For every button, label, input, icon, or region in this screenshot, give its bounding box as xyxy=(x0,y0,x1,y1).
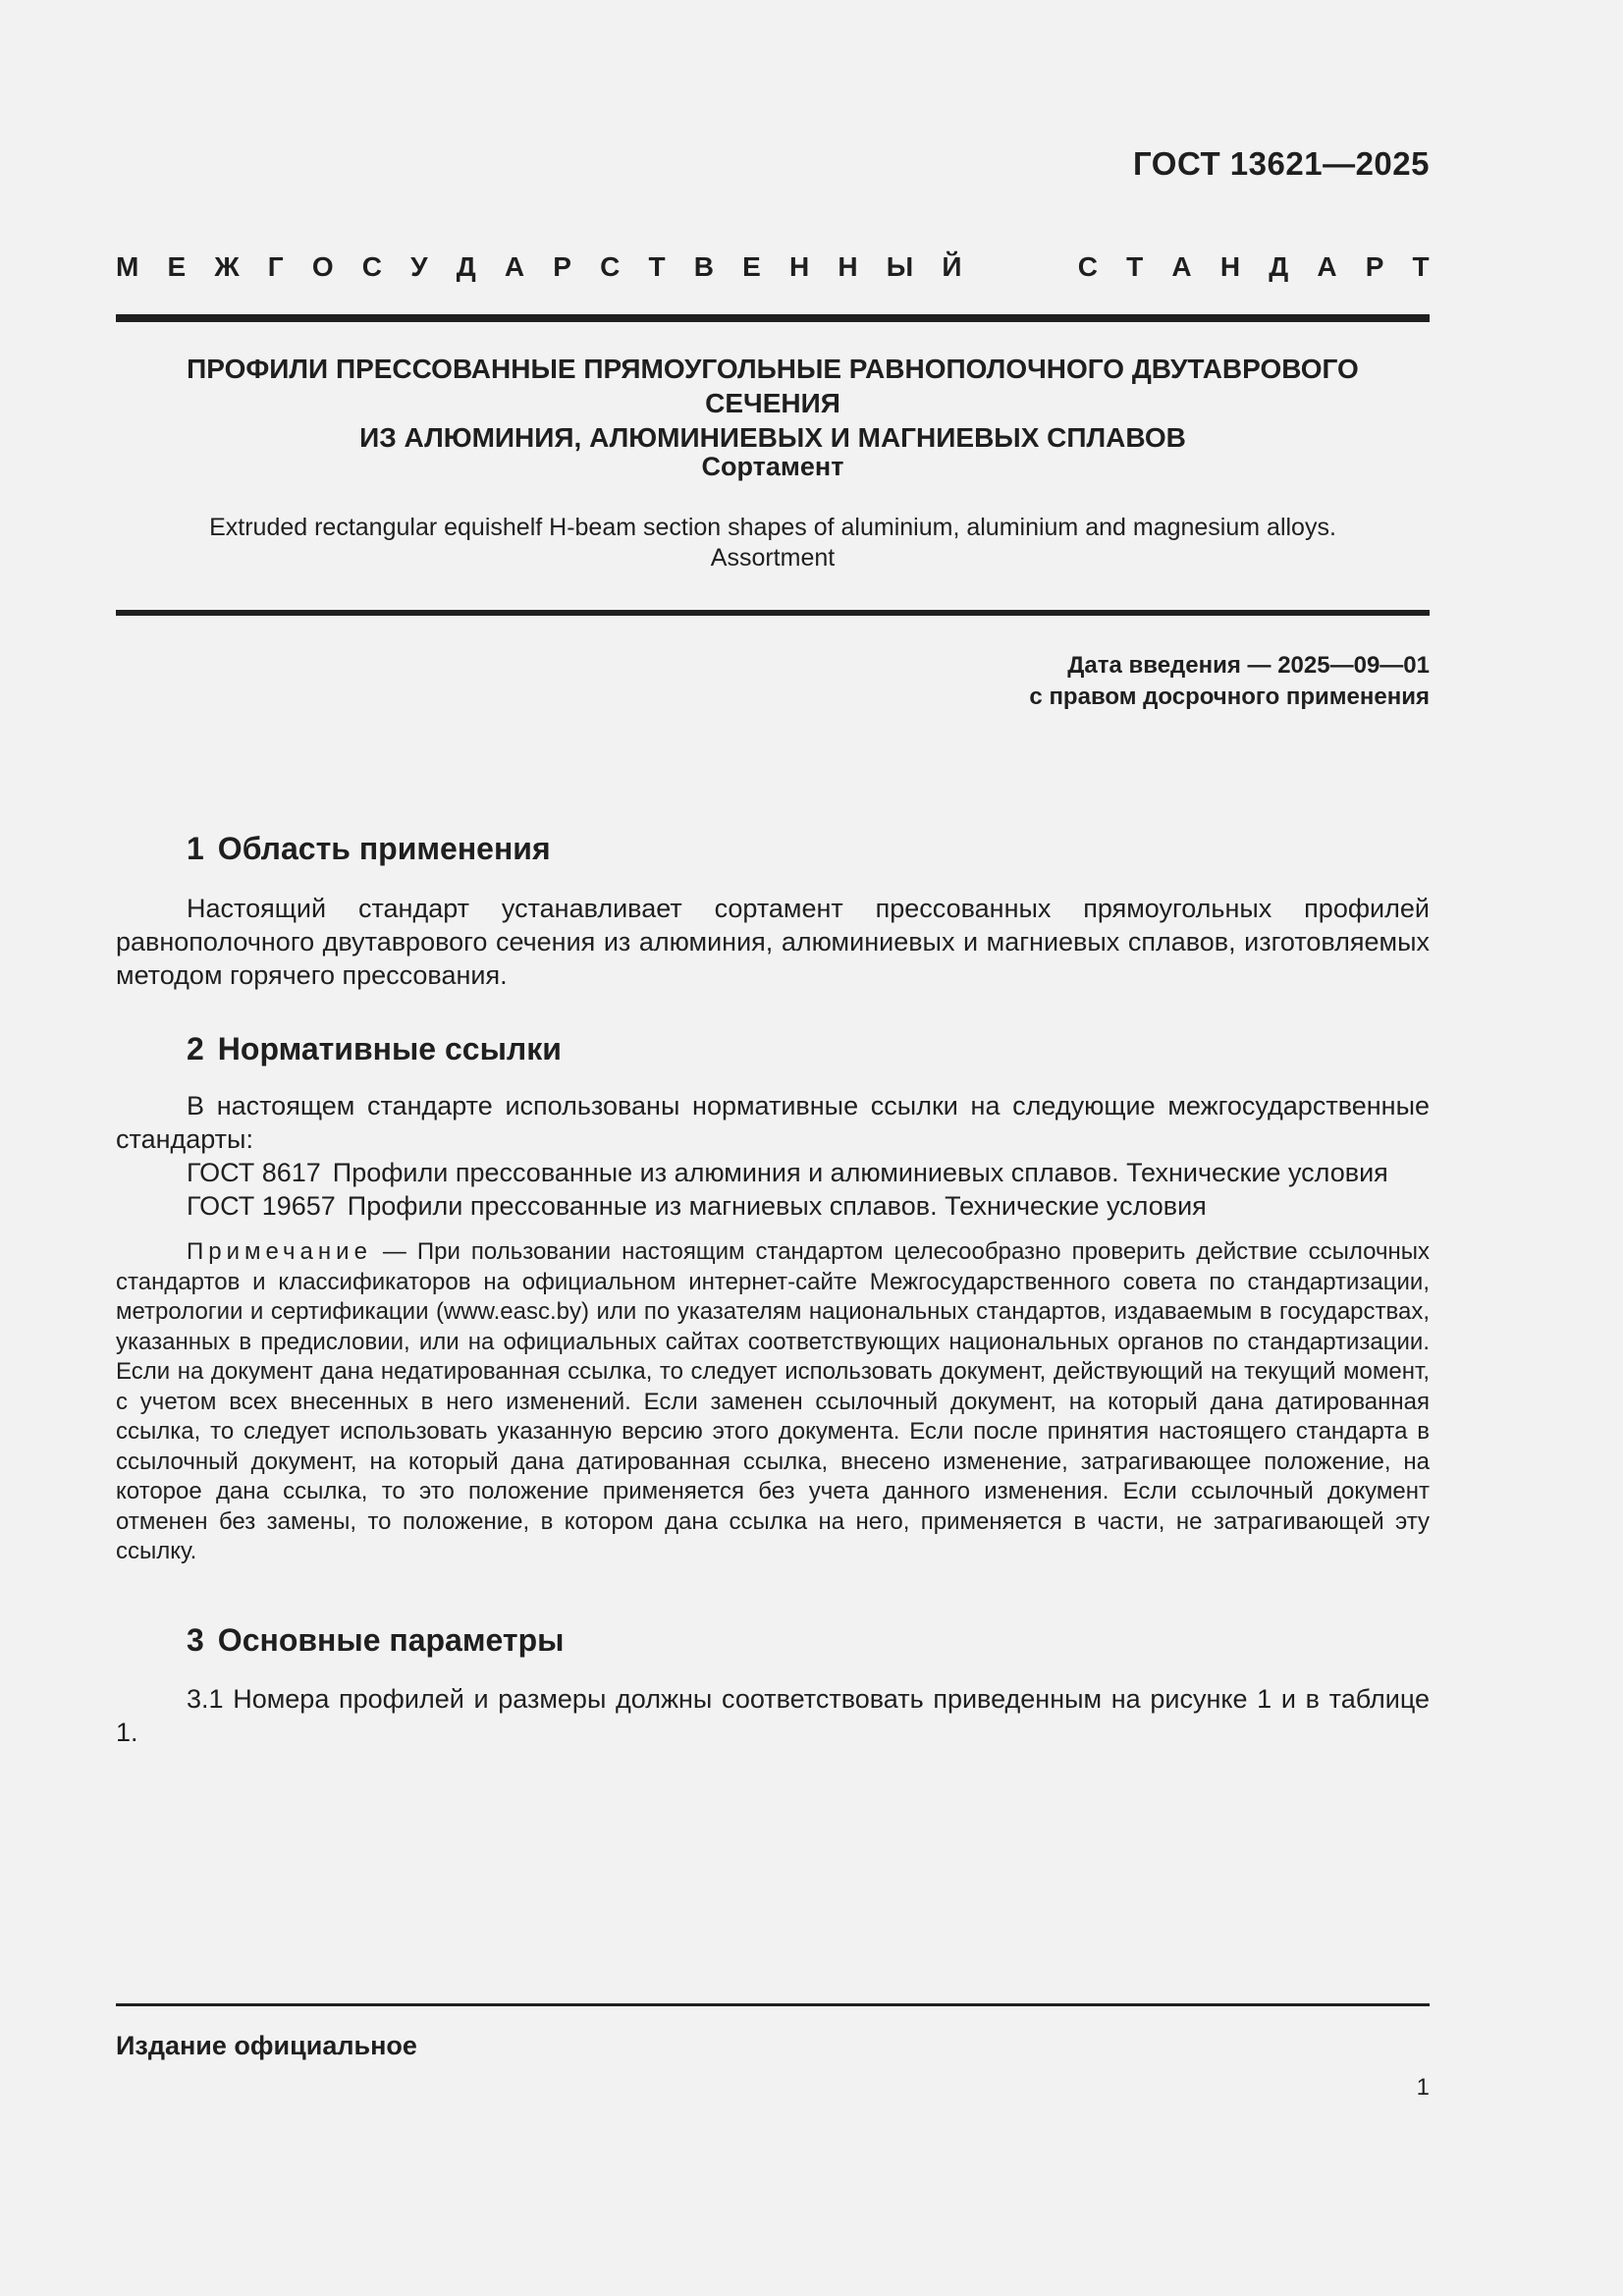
letter: Н xyxy=(788,251,810,282)
letter: Т xyxy=(1412,251,1430,282)
letter: Д xyxy=(1269,251,1289,282)
title-line-1: ПРОФИЛИ ПРЕССОВАННЫЕ ПРЯМОУГОЛЬНЫЕ РАВНОПОЛОЧНОГО ДВУТАВРОВОГО СЕЧЕНИЯ xyxy=(187,354,1359,418)
section-number: 1 xyxy=(187,831,204,866)
document-title xyxy=(116,352,1430,455)
letter: А xyxy=(1171,251,1192,282)
letter: М xyxy=(116,251,139,282)
date-line: Дата введения — 2025—09—01 xyxy=(1067,652,1430,679)
letter: А xyxy=(1317,251,1337,282)
reference-title: Профили прессованные из алюминия и алюминиевых сплавов. Технические условия xyxy=(332,1158,1388,1187)
scope-paragraph: Настоящий стандарт устанавливает сортамент прессованных прямоугольных профилей равнополочного двутаврового сечения из алюминия, алюминиевых и магниевых сплавов, изготовляемых методом горячего прессования. xyxy=(116,894,1430,990)
letter: Т xyxy=(648,251,666,282)
document-number: ГОСТ 13621—2025 xyxy=(1133,145,1430,182)
document-subtitle: Сортамент xyxy=(701,452,844,481)
interstate-standard-heading xyxy=(116,251,1430,283)
letter: Н xyxy=(838,251,858,282)
references-note xyxy=(116,1237,1430,1567)
section-title: Основные параметры xyxy=(217,1622,565,1658)
english-title-line-1: Extruded rectangular equishelf H-beam section shapes of aluminium, aluminium and magnesium alloys. xyxy=(209,514,1336,541)
letter: С xyxy=(1077,251,1098,282)
english-title xyxy=(116,513,1430,574)
page-number: 1 xyxy=(1416,2074,1430,2101)
section-heading-normative-references xyxy=(187,1031,562,1067)
reference-code: ГОСТ 19657 xyxy=(187,1191,336,1221)
header-divider xyxy=(116,314,1430,322)
footer-divider xyxy=(116,2003,1430,2006)
letter: С xyxy=(361,251,382,282)
main-parameters-paragraph: 3.1 Номера профилей и размеры должны соответствовать приведенным на рисунке 1 и в таблице 1. xyxy=(116,1684,1430,1747)
letter: Н xyxy=(1219,251,1241,282)
letter: А xyxy=(504,251,525,282)
note-text: — При пользовании настоящим стандартом целесообразно проверить действие ссылочных стандартов и классификаторов на официальном интернет-сайте Межгосударственного совета по стандартизации, метрологии и сертификации (www.easc.by) или по указателям национальных стандартов, издаваемым в государствах, указанных в предисловии, или на официальных сайтах соответствующих национальных органов по стандартизации. Если на документ дана недатированная ссылка, то следует использовать документ, действующий на текущий момент, с учетом всех внесенных в него изменений. Если заменен ссылочный документ, на который дана датированная ссылка, то следует использовать указанную версию этого документа. Если после принятия настоящего стандарта в ссылочный документ, на который дана датированная ссылка, внесено изменение, затрагивающее положение, на которое дана ссылка, то это положение применяется без учета данного изменения. Если ссылочный документ отменен без замены, то положение, в котором дана ссылка на него, применяется в части, не затрагивающей эту ссылку. xyxy=(116,1238,1430,1564)
letter: Е xyxy=(167,251,187,282)
letter: Г xyxy=(267,251,284,282)
letter: У xyxy=(410,251,428,282)
section-title: Область применения xyxy=(217,831,551,866)
note-label: Примечание xyxy=(187,1238,372,1265)
reference-item xyxy=(187,1189,1207,1223)
letter: Д xyxy=(456,251,476,282)
letter: Е xyxy=(742,251,761,282)
section-title: Нормативные ссылки xyxy=(217,1031,562,1066)
reference-code: ГОСТ 8617 xyxy=(187,1158,321,1187)
introduction-date xyxy=(1029,650,1430,713)
letter: О xyxy=(311,251,334,282)
early-application-line: с правом досрочного применения xyxy=(1029,683,1430,710)
title-line-2: ИЗ АЛЮМИНИЯ, АЛЮМИНИЕВЫХ И МАГНИЕВЫХ СПЛАВОВ xyxy=(359,422,1186,453)
title-divider xyxy=(116,610,1430,616)
letter: Ж xyxy=(214,251,240,282)
letter: Т xyxy=(1126,251,1144,282)
letter: Р xyxy=(1365,251,1384,282)
section-heading-scope xyxy=(187,831,551,867)
reference-item xyxy=(187,1156,1388,1189)
references-intro-paragraph: В настоящем стандарте использованы нормативные ссылки на следующие межгосударственные стандарты: xyxy=(116,1091,1430,1154)
letter: Й xyxy=(942,251,962,282)
letter: С xyxy=(600,251,621,282)
section-number: 2 xyxy=(187,1031,204,1066)
reference-title: Профили прессованные из магниевых сплавов. Технические условия xyxy=(347,1191,1207,1221)
english-title-line-2: Assortment xyxy=(710,544,836,572)
official-edition-label: Издание официальное xyxy=(116,2031,417,2060)
letter: Р xyxy=(553,251,571,282)
section-heading-main-parameters xyxy=(187,1622,564,1659)
letter: Ы xyxy=(886,251,914,282)
letter: В xyxy=(693,251,714,282)
section-number: 3 xyxy=(187,1622,204,1658)
